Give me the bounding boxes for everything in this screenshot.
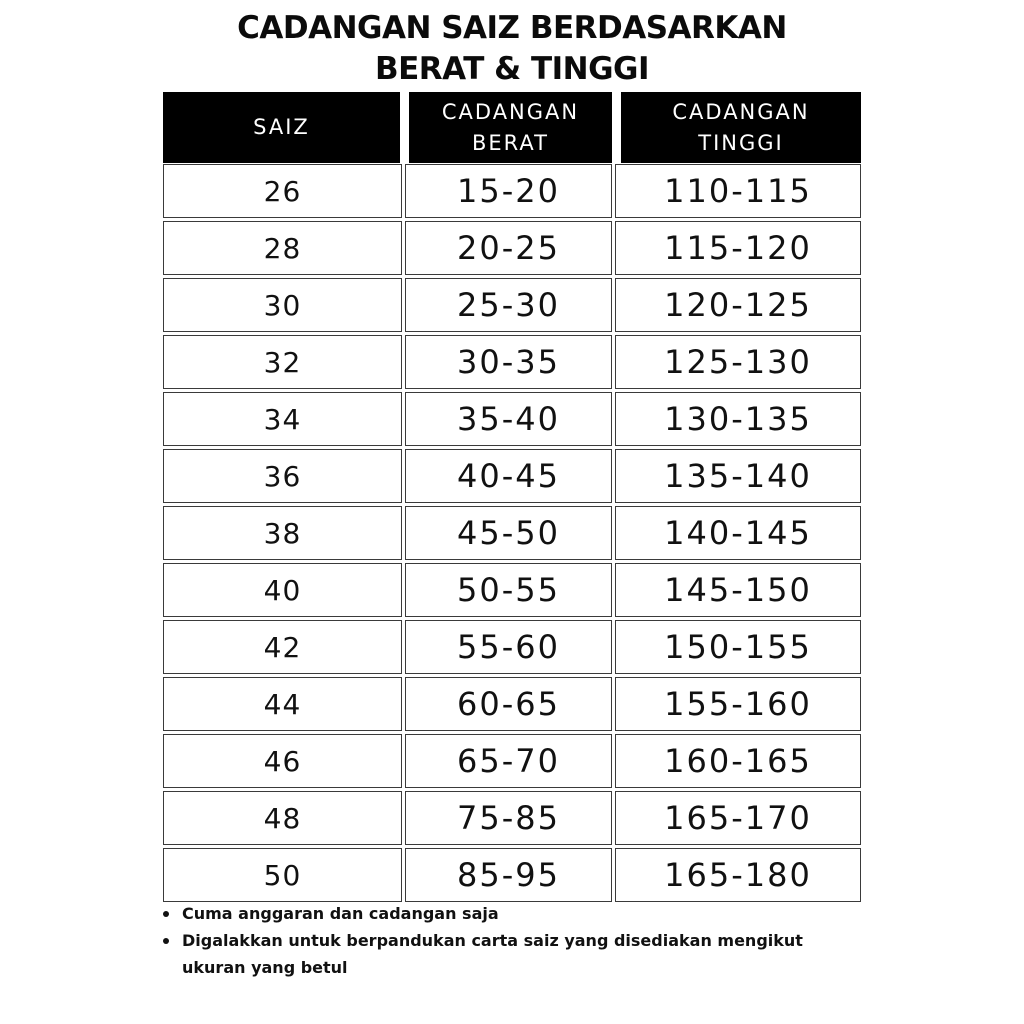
table-row <box>163 505 861 562</box>
bullet-icon <box>163 911 169 917</box>
cell-tinggi: 145-150 <box>615 563 861 617</box>
table-row <box>163 790 861 847</box>
table-row <box>163 277 861 334</box>
cell-saiz: 38 <box>163 506 402 560</box>
cell-tinggi: 165-170 <box>615 791 861 845</box>
header-cadangan-berat: CADANGAN BERAT <box>409 92 612 163</box>
cell-berat: 65-70 <box>405 734 612 788</box>
cell-saiz: 42 <box>163 620 402 674</box>
cell-saiz: 34 <box>163 392 402 446</box>
table-row <box>163 676 861 733</box>
table-row <box>163 334 861 391</box>
cell-berat: 20-25 <box>405 221 612 275</box>
notes-list <box>160 900 860 981</box>
cell-saiz: 32 <box>163 335 402 389</box>
cell-berat: 75-85 <box>405 791 612 845</box>
cell-saiz: 40 <box>163 563 402 617</box>
size-table-body <box>163 163 861 904</box>
cell-saiz: 50 <box>163 848 402 902</box>
header-cadangan-tinggi: CADANGAN TINGGI <box>621 92 861 163</box>
cell-tinggi: 110-115 <box>615 164 861 218</box>
table-row <box>163 619 861 676</box>
note-item <box>160 900 860 927</box>
cell-berat: 30-35 <box>405 335 612 389</box>
cell-tinggi: 160-165 <box>615 734 861 788</box>
cell-tinggi: 115-120 <box>615 221 861 275</box>
table-row <box>163 220 861 277</box>
cell-saiz: 26 <box>163 164 402 218</box>
note-text: Cuma anggaran dan cadangan saja <box>182 904 499 923</box>
cell-berat: 55-60 <box>405 620 612 674</box>
cell-berat: 50-55 <box>405 563 612 617</box>
cell-saiz: 30 <box>163 278 402 332</box>
cell-tinggi: 155-160 <box>615 677 861 731</box>
cell-berat: 25-30 <box>405 278 612 332</box>
cell-berat: 35-40 <box>405 392 612 446</box>
cell-saiz: 44 <box>163 677 402 731</box>
cell-tinggi: 165-180 <box>615 848 861 902</box>
table-row <box>163 163 861 220</box>
cell-saiz: 36 <box>163 449 402 503</box>
note-item <box>160 927 860 981</box>
table-row <box>163 448 861 505</box>
cell-berat: 40-45 <box>405 449 612 503</box>
cell-saiz: 28 <box>163 221 402 275</box>
cell-tinggi: 135-140 <box>615 449 861 503</box>
cell-saiz: 46 <box>163 734 402 788</box>
table-row <box>163 562 861 619</box>
table-row <box>163 391 861 448</box>
cell-tinggi: 140-145 <box>615 506 861 560</box>
cell-berat: 45-50 <box>405 506 612 560</box>
page-title-line-2: BERAT & TINGGI <box>374 51 650 87</box>
cell-tinggi: 120-125 <box>615 278 861 332</box>
bullet-icon <box>163 938 169 944</box>
page-title-line-1: CADANGAN SAIZ BERDASARKAN <box>237 10 787 46</box>
cell-berat: 85-95 <box>405 848 612 902</box>
table-row <box>163 847 861 904</box>
cell-berat: 60-65 <box>405 677 612 731</box>
cell-berat: 15-20 <box>405 164 612 218</box>
cell-saiz: 48 <box>163 791 402 845</box>
header-saiz: SAIZ <box>163 92 400 163</box>
table-row <box>163 733 861 790</box>
cell-tinggi: 130-135 <box>615 392 861 446</box>
note-text: Digalakkan untuk berpandukan carta saiz yang disediakan mengikut ukuran yang betul <box>182 931 803 977</box>
cell-tinggi: 150-155 <box>615 620 861 674</box>
cell-tinggi: 125-130 <box>615 335 861 389</box>
